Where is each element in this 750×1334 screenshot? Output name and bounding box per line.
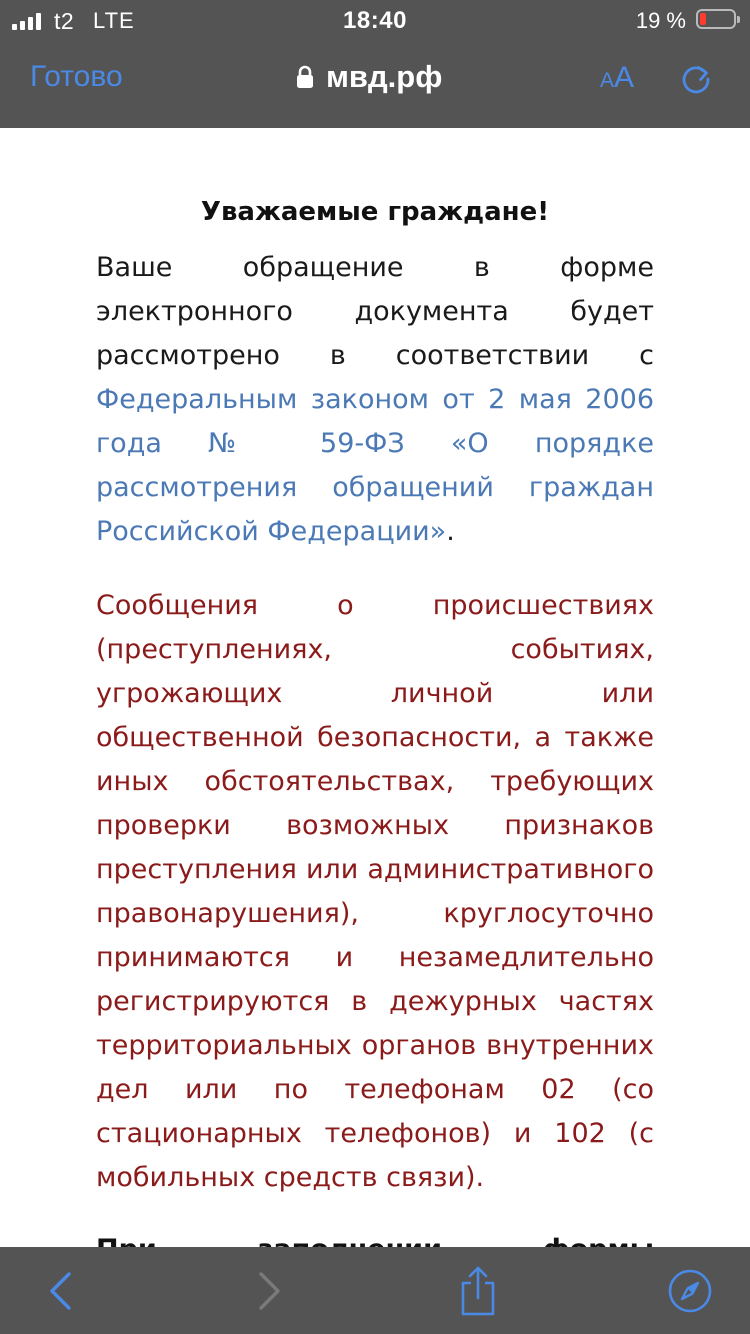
intro-text: Ваше обращение в форме электронного документа будет рассмотрено в соответствии с xyxy=(96,252,654,371)
lock-icon xyxy=(296,65,314,89)
carrier-name: t2 xyxy=(54,8,75,34)
done-button[interactable]: Готово xyxy=(30,60,123,93)
page-domain: мвд.рф xyxy=(326,59,443,94)
battery-icon xyxy=(696,9,736,29)
browser-bottom-bar xyxy=(0,1247,750,1334)
emergency-notice-paragraph: Сообщения о происшествиях (преступлениях, событиях, угрожающих личной или общественной безопасности, а также иных обстоятельствах, требующих проверки возможных признаков преступления или административного правонарушения), круглосуточно принимаются и незамедлительно регистрируются в дежурных частях территориальных органов внутренних дел или по телефонам 02 (со стационарных телефонов) и 102 (с мобильных средств связи). xyxy=(96,590,654,1193)
intro-text-end: . xyxy=(446,516,455,547)
intro-paragraph xyxy=(96,246,654,554)
network-type: LTE xyxy=(93,8,135,33)
share-icon xyxy=(458,1265,498,1317)
page-content xyxy=(96,128,654,1248)
page-heading: Уважаемые граждане! xyxy=(200,197,550,227)
forward-button[interactable] xyxy=(240,1247,300,1334)
battery-level-fill xyxy=(700,13,706,25)
address-bar[interactable] xyxy=(296,59,442,95)
text-size-button[interactable] xyxy=(600,61,634,95)
text-size-large-glyph: A xyxy=(614,61,635,94)
back-button[interactable] xyxy=(30,1247,90,1334)
federal-law-link[interactable]: Федеральным законом от 2 мая 2006 года № 59-ФЗ «О порядке рассмотрения обращений граждан Российской Федерации» xyxy=(96,384,654,547)
chevron-left-icon xyxy=(46,1270,74,1312)
text-size-small-glyph: A xyxy=(600,69,615,92)
browser-top-bar xyxy=(0,42,750,128)
status-bar xyxy=(0,0,750,42)
reload-icon[interactable] xyxy=(678,61,714,97)
bookmarks-compass-button[interactable] xyxy=(660,1247,720,1334)
share-button[interactable] xyxy=(448,1247,508,1334)
chevron-right-icon xyxy=(256,1270,284,1312)
battery-percentage: 19 % xyxy=(635,8,686,33)
clock: 18:40 xyxy=(343,7,407,34)
compass-icon xyxy=(667,1268,713,1314)
